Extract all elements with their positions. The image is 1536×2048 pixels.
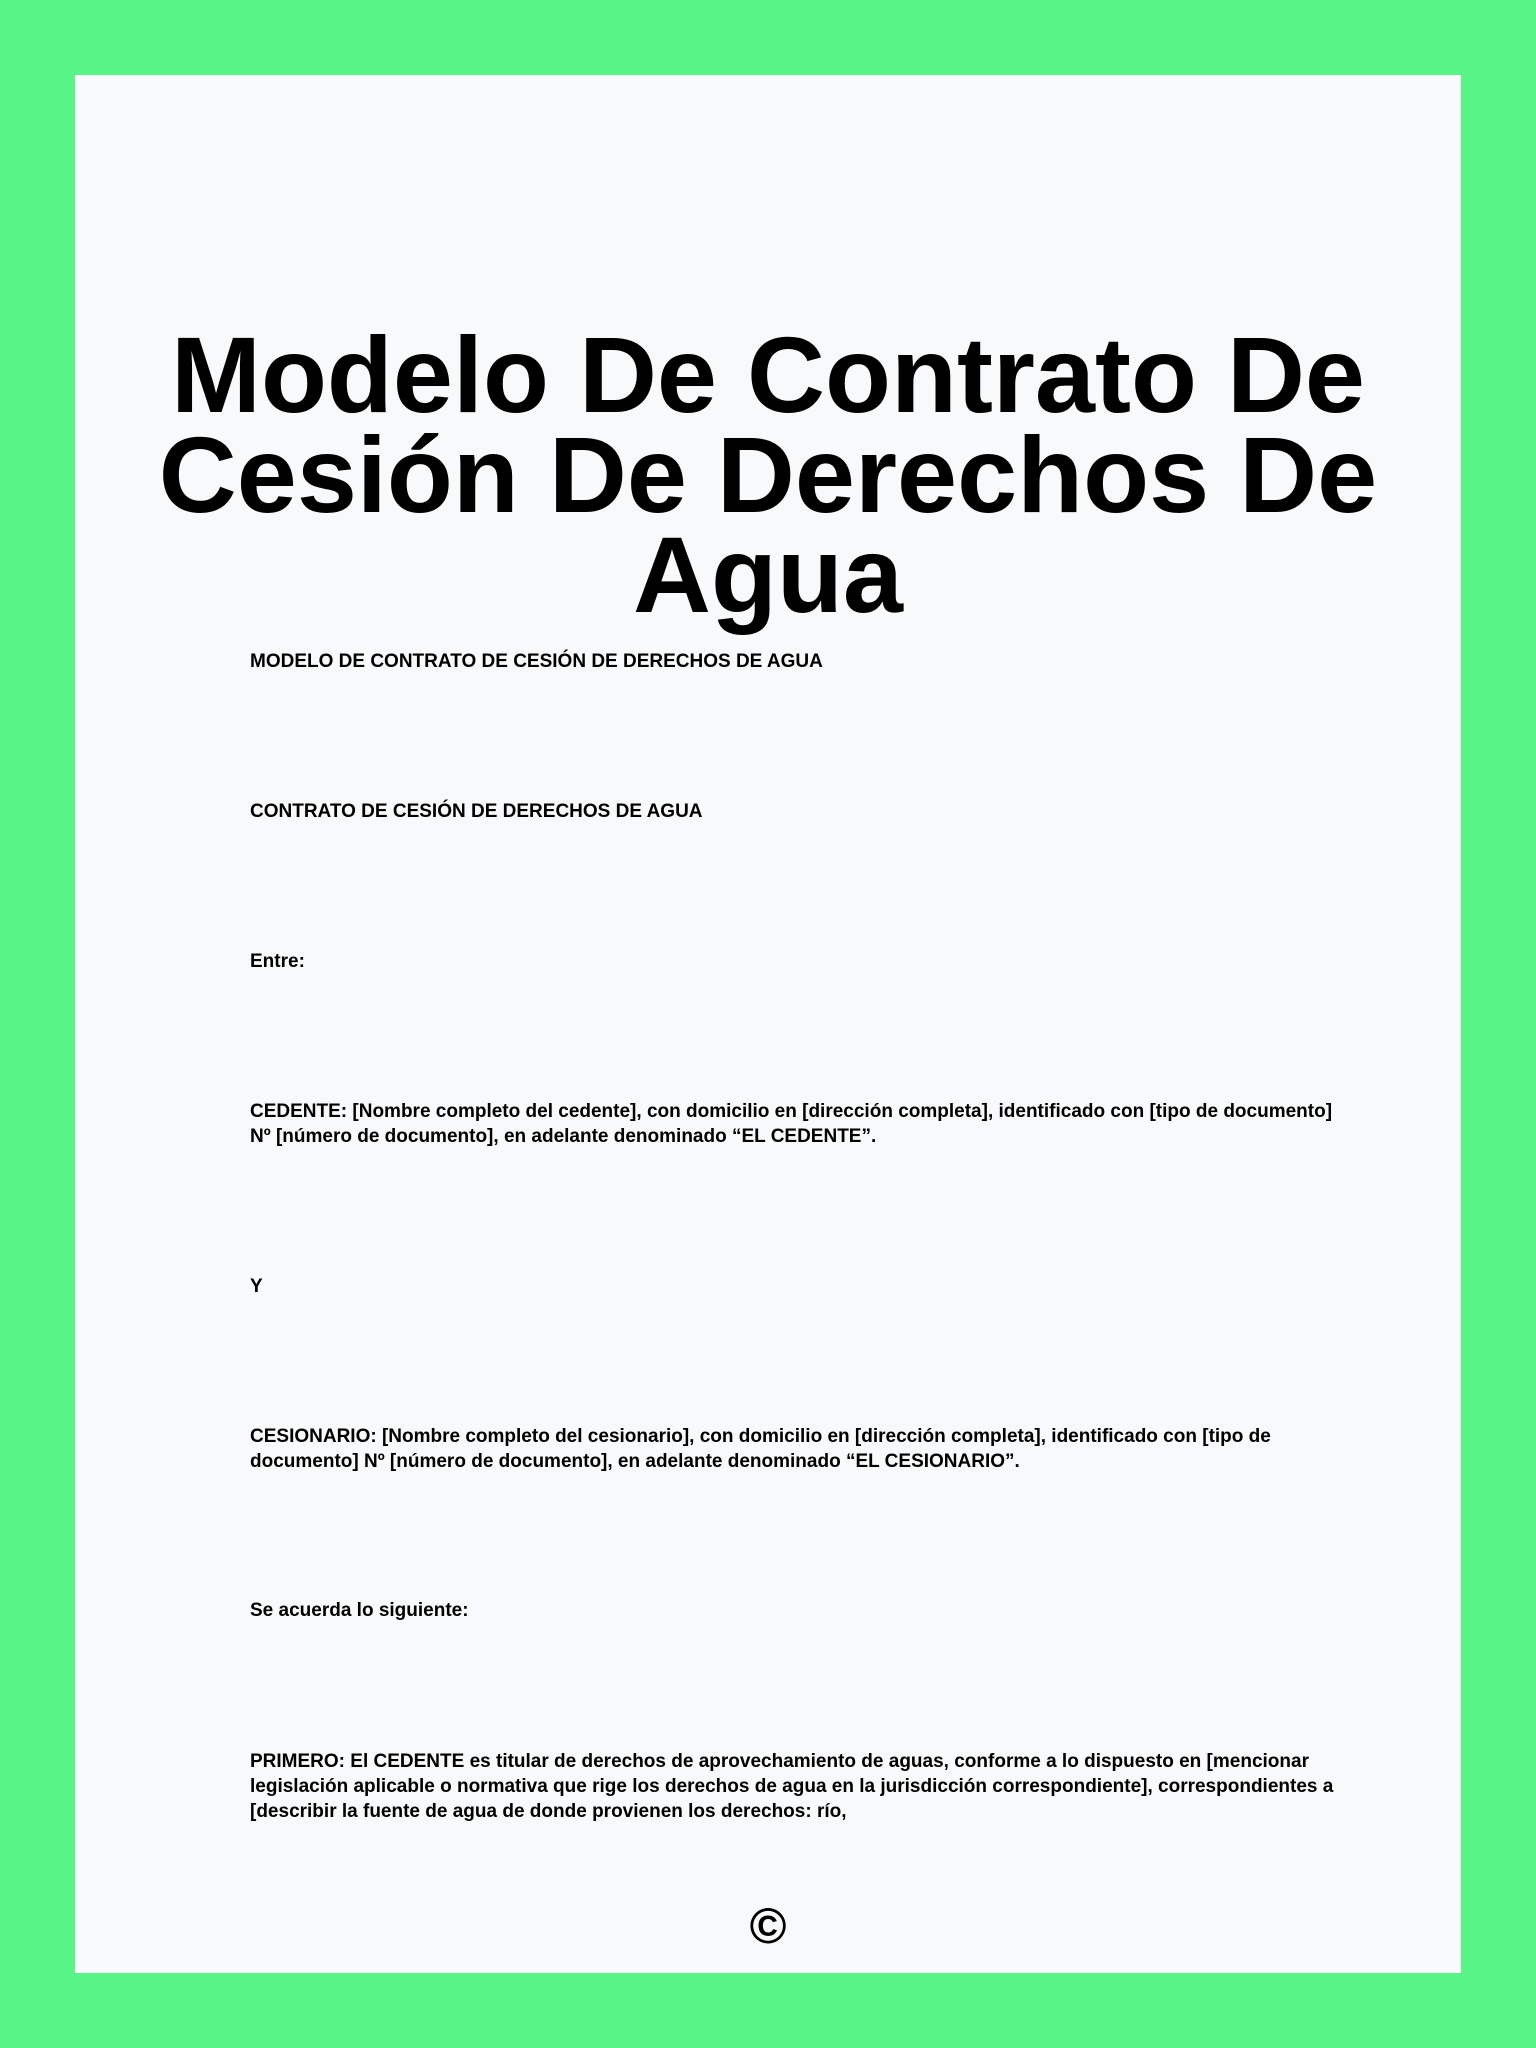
document-page — [75, 75, 1461, 1973]
paragraph-cesionario: CESIONARIO: [Nombre completo del cesionario], con domicilio en [dirección completa], identificado con [tipo de documento] Nº [número de documento], en adelante denominado “EL CESIONARIO”. — [250, 1426, 1271, 1472]
paragraph-primero: PRIMERO: El CEDENTE es titular de derechos de aprovechamiento de aguas, conforme a lo dispuesto en [mencionar legislación aplicable o normativa que rige los derechos de agua en la jurisdicción correspondiente], correspondientes a [describir la fuente de agua de donde provienen los derechos: río, — [250, 1751, 1334, 1822]
paragraph-agreement: Se acuerda lo siguiente: — [250, 1600, 469, 1621]
paragraph-heading-contract: CONTRATO DE CESIÓN DE DERECHOS DE AGUA — [250, 801, 703, 822]
copyright-icon: © — [749, 1898, 787, 1954]
paragraph-cedente: CEDENTE: [Nombre completo del cedente], con domicilio en [dirección completa], identificado con [tipo de documento] Nº [número de documento], en adelante denominado “EL CEDENTE”. — [250, 1101, 1333, 1147]
document-title: Modelo De Contrato De Cesión De Derechos De Agua — [158, 314, 1378, 635]
paragraph-and: Y — [250, 1276, 263, 1297]
paragraph-heading-model: MODELO DE CONTRATO DE CESIÓN DE DERECHOS DE AGUA — [250, 651, 823, 672]
paragraph-between: Entre: — [250, 951, 305, 972]
